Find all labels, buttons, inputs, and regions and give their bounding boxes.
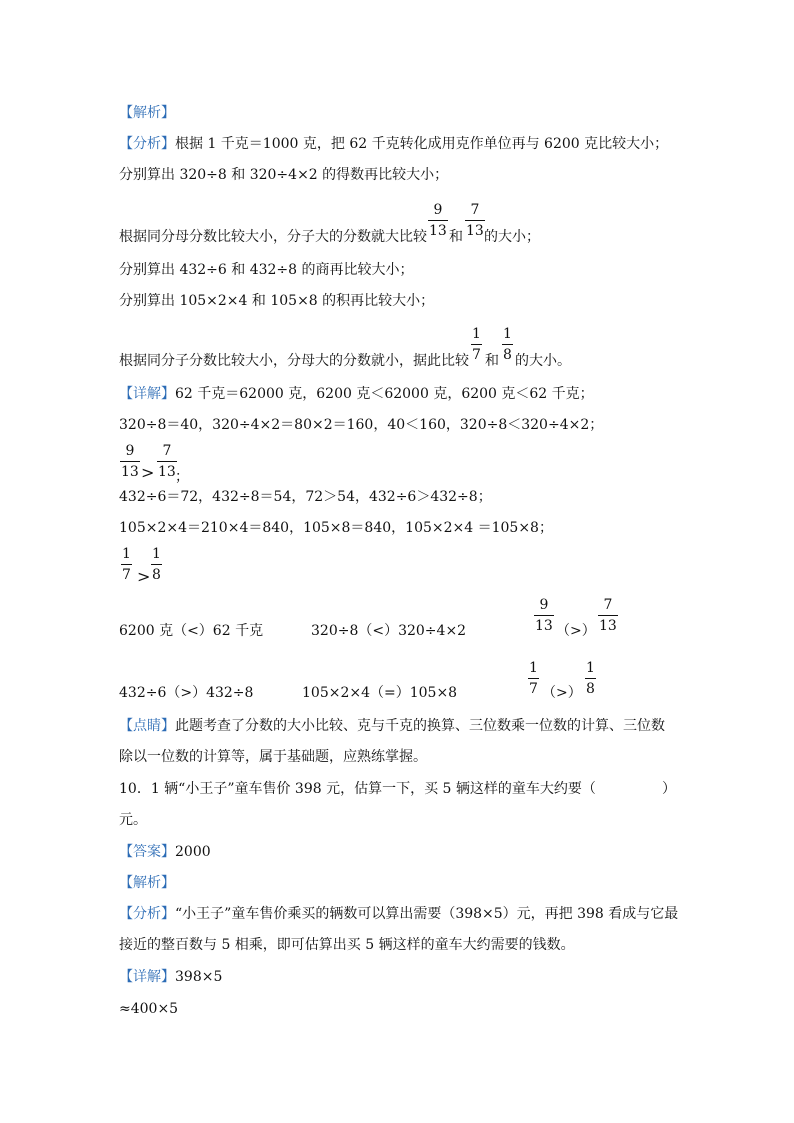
answer-2: 320÷8（<）320÷4×2	[311, 623, 467, 639]
and-text-2: 和	[485, 353, 499, 369]
semicolon: ；	[175, 469, 189, 485]
fraction-1-8-b: 1 8	[152, 546, 161, 583]
analysis-line-6: 根据同分子分数比较大小，分母大的分数就小，据此比较	[119, 353, 469, 369]
analysis-line-4: 分别算出 432÷6 和 432÷8 的商再比较大小；	[119, 262, 414, 278]
fraction-9-13-c: 9 13	[535, 597, 553, 634]
answer-line	[119, 843, 211, 861]
detail-line-3: 432÷6＝72，432÷8＝54，72＞54，432÷6＞432÷8；	[119, 489, 492, 505]
analysis-line-3: 根据同分母分数比较大小，分子大的分数就大比较	[119, 229, 427, 245]
question-10-close: ）	[662, 781, 676, 797]
summary-line-1: 【点睛】此题考查了分数的大小比较、克与千克的换算、三位数乘一位数的计算、三位数	[119, 718, 665, 734]
and-text: 和	[449, 229, 463, 245]
section-label-jiexi: 【解析】	[119, 105, 175, 121]
fraction-9-13: 9 13	[429, 202, 447, 239]
summary-line-2: 除以一位数的计算等，属于基础题，应熟练掌握。	[119, 749, 427, 765]
detail-line-2: 320÷8＝40，320÷4×2＝80×2＝160，40＜160，320÷8＜320÷4×2；	[119, 417, 604, 433]
fraction-7-13: 7 13	[466, 202, 484, 239]
detail-q10-line-2: ≈400×5	[119, 1001, 179, 1017]
analysis-line-5: 分别算出 105×2×4 和 105×8 的积再比较大小；	[119, 293, 435, 309]
compare-suffix-2: 的大小。	[515, 353, 571, 369]
answer-6-sign: （>）	[542, 685, 582, 701]
answer-1: 6200 克（<）62 千克	[119, 623, 264, 639]
question-10: 10．1 辆“小王子”童车售价 398 元，估算一下，买 5 辆这样的童车大约要（	[119, 781, 596, 797]
analysis-line-2: 分别算出 320÷8 和 320÷4×2 的得数再比较大小；	[119, 167, 449, 183]
detail-label-2: 【详解】	[119, 969, 175, 985]
compare-suffix: 的大小；	[484, 229, 540, 245]
summary-label: 【点睛】	[119, 718, 175, 734]
fraction-1-8-c: 1 8	[586, 660, 595, 697]
analysis-line-1	[119, 135, 668, 153]
question-10-unit: 元。	[119, 812, 147, 828]
answer-3-sign: （>）	[556, 623, 596, 639]
answer-label: 【答案】	[119, 844, 175, 860]
section-label-jiexi-2: 【解析】	[119, 875, 175, 891]
fraction-1-7-b: 1 7	[122, 546, 131, 583]
detail-line-1: 【详解】62 千克＝62000 克，6200 克＜62000 克，6200 克＜62 千克；	[119, 386, 594, 402]
answer-value: 2000	[175, 844, 211, 860]
analysis-label-2: 【分析】	[119, 906, 175, 922]
answer-4: 432÷6（>）432÷8	[119, 685, 254, 701]
fraction-1-7: 1 7	[472, 326, 481, 363]
fraction-7-13-c: 7 13	[599, 597, 617, 634]
analysis-q10-line-2: 接近的整百数与 5 相乘，即可估算出买 5 辆这样的童车大约需要的钱数。	[119, 937, 575, 953]
answer-5: 105×2×4（=）105×8	[302, 685, 458, 701]
gt-sign-2: >	[137, 567, 151, 586]
fraction-1-7-c: 1 7	[529, 660, 538, 697]
fraction-7-13-b: 7 13	[158, 443, 176, 480]
detail-line-4: 105×2×4＝210×4＝840，105×8＝840，105×2×4 ＝105×8；	[119, 520, 553, 536]
analysis-q10-line-1: 【分析】“小王子”童车售价乘买的辆数可以算出需要（398×5）元，再把 398 看成与它最	[119, 906, 679, 922]
gt-sign: >	[141, 463, 155, 482]
detail-q10-line-1: 【详解】398×5	[119, 969, 223, 985]
fraction-9-13-b: 9 13	[121, 443, 139, 480]
detail-label: 【详解】	[119, 386, 175, 402]
analysis-label: 【分析】	[119, 136, 175, 152]
fraction-1-8: 1 8	[503, 326, 512, 363]
analysis-text: 根据 1 千克＝1000 克，把 62 千克转化成用克作单位再与 6200 克比较大小；	[175, 136, 669, 152]
